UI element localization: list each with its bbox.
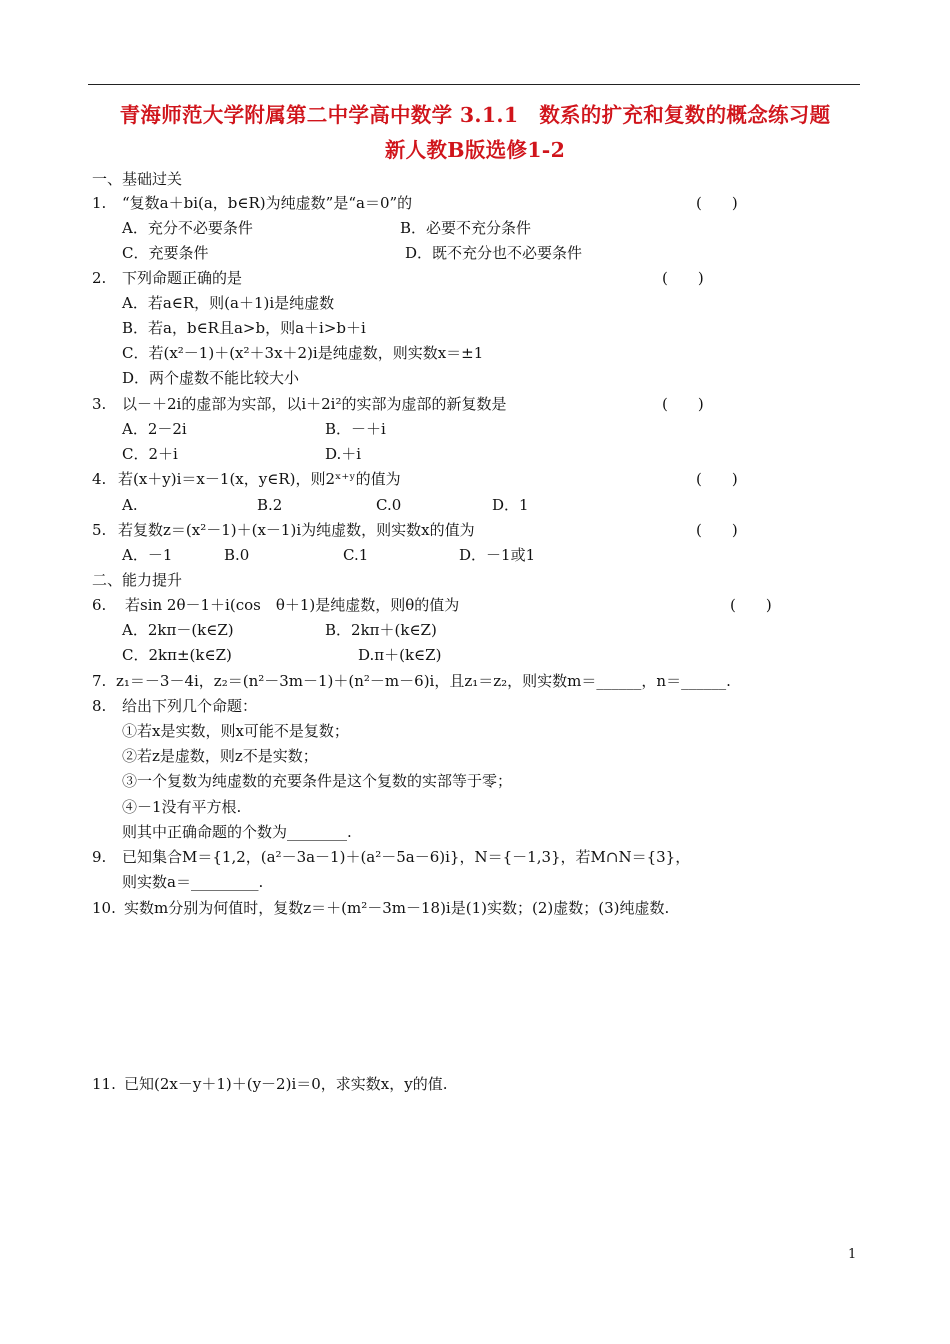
header-rule: [88, 84, 860, 85]
option-d: D．两个虚数不能比较大小: [122, 369, 300, 387]
question-stem: 已知(2x－y＋1)＋(y－2)i＝0，求实数x，y的值.: [124, 1075, 448, 1093]
question-9: [0, 845, 950, 870]
question-5: [0, 518, 950, 543]
question-8: [0, 694, 950, 719]
question-stem: 若复数z＝(x²－1)＋(x－1)i为纯虚数，则实数x的值为: [118, 521, 475, 539]
question-stem: 给出下列几个命题：: [122, 697, 258, 715]
question-stem: 若(x＋y)i＝x－1(x，y∈R)，则2ˣ⁺ʸ的值为: [118, 470, 401, 488]
question-number: 8.: [92, 697, 107, 715]
question-stem: 实数m分别为何值时，复数z＝＋(m²－3m－18)i是(1)实数；(2)虚数；(3)纯虚数.: [124, 899, 670, 917]
option-c: C．充要条件: [122, 244, 209, 262]
question-number: 6.: [92, 596, 107, 614]
title-line-2: 新人教B版选修1-2: [384, 138, 566, 162]
option-a: A．－1: [122, 546, 173, 564]
question-stem: 下列命题正确的是: [122, 269, 243, 287]
question-7: [0, 669, 950, 694]
option-b: B.0: [224, 546, 250, 564]
question-stem: 已知集合M＝{1,2，(a²－3a－1)＋(a²－5a－6)i}，N＝{－1,3}，若M∩N＝{3}，: [122, 848, 691, 866]
question-number: 9.: [92, 848, 107, 866]
option-c: C.0: [376, 496, 402, 514]
question-6: [0, 593, 950, 618]
question-number: 2.: [92, 269, 107, 287]
option-a: A.: [122, 496, 138, 514]
question-stem: “复数a＋bi(a，b∈R)为纯虚数”是“a＝0”的: [122, 194, 413, 212]
option-b: B.2: [257, 496, 283, 514]
option-a: A．2－2i: [122, 420, 187, 438]
page-number: 1: [848, 1247, 857, 1262]
question-stem: 以－＋2i的虚部为实部，以i＋2i²的实部为虚部的新复数是: [122, 395, 507, 413]
answer-paren: ( ): [696, 470, 738, 488]
option-d: D.＋i: [325, 445, 362, 463]
question-number: 3.: [92, 395, 107, 413]
question-number: 10.: [92, 899, 116, 917]
answer-paren: ( ): [662, 395, 704, 413]
option-a: A．若a∈R，则(a＋1)i是纯虚数: [122, 294, 335, 312]
option-a: A．充分不必要条件: [122, 219, 253, 237]
question-2: [0, 266, 950, 291]
question-stem-continued: 则实数a＝_________.: [122, 873, 264, 891]
option-a: A．2kπ－(k∈Z): [122, 621, 234, 639]
answer-paren: ( ): [662, 269, 704, 287]
option-c: C．2kπ±(k∈Z): [122, 646, 232, 664]
proposition-item: ①若x是实数，则x可能不是复数；: [122, 722, 349, 740]
question-ask: 则其中正确命题的个数为________.: [122, 823, 352, 841]
option-c: C．若(x²－1)＋(x²＋3x＋2)i是纯虚数，则实数x＝±1: [122, 344, 484, 362]
question-4: [0, 467, 950, 492]
question-number: 4.: [92, 470, 107, 488]
question-number: 5.: [92, 521, 107, 539]
answer-paren: ( ): [730, 596, 772, 614]
title-line-1: 青海师范大学附属第二中学高中数学 3.1.1 数系的扩充和复数的概念练习题: [119, 103, 831, 127]
question-number: 1.: [92, 194, 107, 212]
proposition-item: ②若z是虚数，则z不是实数；: [122, 747, 318, 765]
question-stem: z₁＝－3－4i，z₂＝(n²－3m－1)＋(n²－m－6)i，且z₁＝z₂，则实数m＝______，n＝______.: [116, 672, 731, 690]
question-1: [0, 191, 950, 216]
question-3: [0, 392, 950, 417]
proposition-item: ③一个复数为纯虚数的充要条件是这个复数的实部等于零；: [122, 772, 513, 790]
proposition-item: ④－1没有平方根.: [122, 798, 242, 816]
question-11: [0, 1072, 950, 1097]
option-d: D．既不充分也不必要条件: [405, 244, 583, 262]
question-number: 7.: [92, 672, 107, 690]
option-b: B．2kπ＋(k∈Z): [325, 621, 437, 639]
answer-paren: ( ): [696, 194, 738, 212]
option-c: C.1: [343, 546, 369, 564]
question-stem: 若sin 2θ－1＋i(cos θ＋1)是纯虚数，则θ的值为: [125, 596, 460, 614]
option-b: B．必要不充分条件: [400, 219, 532, 237]
section-heading: 二、能力提升: [92, 571, 183, 589]
option-d: D．－1或1: [459, 546, 536, 564]
option-d: D.π＋(k∈Z): [358, 646, 442, 664]
answer-paren: ( ): [696, 521, 738, 539]
question-number: 11.: [92, 1075, 116, 1093]
question-10: [0, 896, 950, 921]
option-d: D．1: [492, 496, 529, 514]
section-heading: 一、基础过关: [92, 170, 183, 188]
option-b: B．若a，b∈R且a>b，则a＋i>b＋i: [122, 319, 366, 337]
option-b: B．－＋i: [325, 420, 386, 438]
option-c: C．2＋i: [122, 445, 178, 463]
